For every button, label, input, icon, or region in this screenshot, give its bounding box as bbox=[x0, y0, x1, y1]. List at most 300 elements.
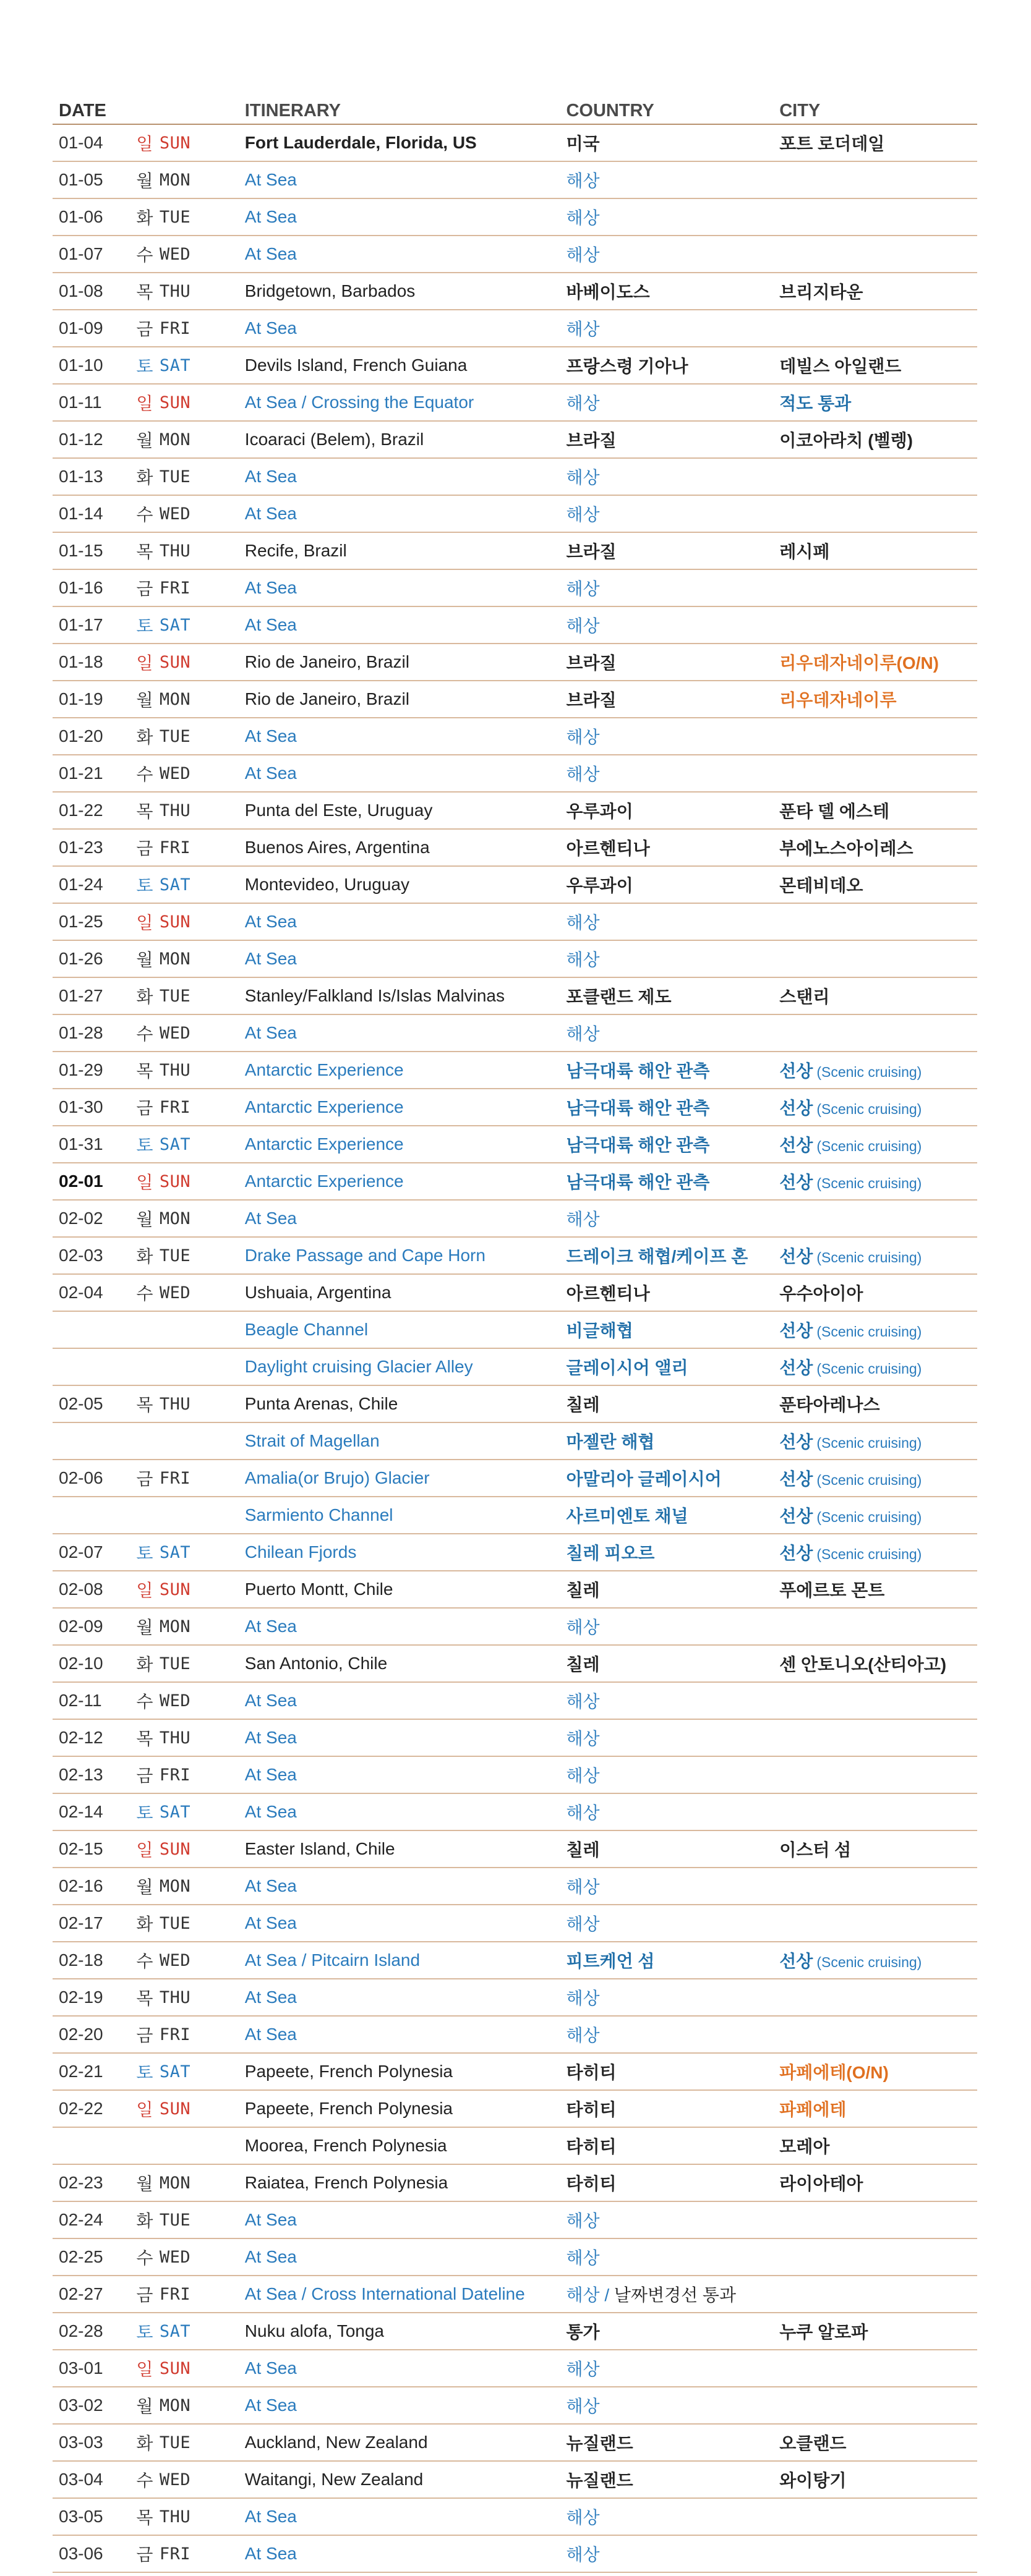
cell-day-kr: 목 bbox=[136, 1061, 153, 1081]
cell-day-kr: 금 bbox=[136, 839, 153, 858]
city-name: 누쿠 알로파 bbox=[779, 2323, 868, 2342]
cell-itinerary: Sarmiento Channel bbox=[244, 1505, 393, 1524]
cell-itinerary: Ushuaia, Argentina bbox=[244, 1283, 391, 1302]
cell-country: 브라질 bbox=[566, 653, 617, 673]
city-name: 오클랜드 bbox=[779, 2434, 847, 2453]
cell-day-kr: 목 bbox=[136, 283, 153, 302]
table-row bbox=[53, 793, 977, 830]
cell-day-kr: 수 bbox=[136, 2248, 153, 2268]
cell-country: 해상 bbox=[566, 616, 600, 635]
city-name: 선상 bbox=[779, 1173, 813, 1192]
cell-country: 해상 bbox=[566, 468, 600, 487]
table-row bbox=[53, 1312, 977, 1349]
cell-day-en: WED bbox=[159, 2470, 191, 2489]
cell-day-kr: 화 bbox=[136, 987, 153, 1006]
cell-country: 뉴질랜드 bbox=[566, 2471, 633, 2490]
cell-day-en: MON bbox=[159, 689, 191, 709]
city-name: 선상 bbox=[779, 1358, 813, 1377]
cell-country: 해상 bbox=[566, 913, 600, 932]
cell-date: 01-10 bbox=[59, 355, 103, 375]
cell-itinerary: At Sea bbox=[244, 726, 297, 746]
cell-city bbox=[779, 390, 977, 415]
city-name: 선상 bbox=[779, 1247, 813, 1266]
cell-day-en: SAT bbox=[159, 1802, 191, 1822]
cell-itinerary: At Sea bbox=[244, 1728, 297, 1747]
cell-date: 02-06 bbox=[59, 1468, 103, 1487]
cell-date: 02-18 bbox=[59, 1950, 103, 1970]
cell-date: 03-02 bbox=[59, 2395, 103, 2415]
cell-day-en: TUE bbox=[159, 1654, 191, 1673]
cell-country: 남극대륙 해안 관측 bbox=[566, 1061, 710, 1081]
cell-itinerary: Punta Arenas, Chile bbox=[244, 1394, 398, 1413]
cell-itinerary: At Sea bbox=[244, 2507, 297, 2526]
table-row bbox=[53, 1238, 977, 1275]
cell-day-en: TUE bbox=[159, 2210, 191, 2230]
table-row bbox=[53, 867, 977, 904]
cell-country: 해상 bbox=[566, 765, 600, 784]
city-name: 라이아테아 bbox=[779, 2174, 863, 2193]
cell-date: 03-06 bbox=[59, 2544, 103, 2563]
cell-country: 해상 bbox=[566, 1915, 600, 1934]
city-name: 센 안토니오(산티아고) bbox=[779, 1655, 947, 1674]
country-part-b: 날짜변경선 통과 bbox=[614, 2285, 737, 2305]
cell-day-en: WED bbox=[159, 1950, 191, 1970]
cell-country: 아르헨티나 bbox=[566, 1284, 650, 1303]
cell-date: 01-11 bbox=[59, 393, 102, 412]
city-note: (Scenic cruising) bbox=[816, 1509, 922, 1525]
cell-itinerary: At Sea bbox=[244, 1691, 297, 1710]
table-row bbox=[53, 1831, 977, 1868]
cell-city bbox=[779, 538, 977, 563]
cell-day-kr: 월 bbox=[136, 431, 153, 450]
cell-itinerary: Auckland, New Zealand bbox=[244, 2433, 428, 2452]
cell-itinerary: At Sea / Crossing the Equator bbox=[244, 393, 474, 412]
cell-day-kr: 금 bbox=[136, 579, 153, 598]
city-note: (Scenic cruising) bbox=[816, 1138, 922, 1154]
table-row bbox=[53, 1571, 977, 1609]
cell-country: 해상 bbox=[566, 2397, 600, 2416]
cell-country: 해상 bbox=[566, 2211, 600, 2230]
city-name: 파페에테 bbox=[779, 2100, 847, 2119]
table-header bbox=[53, 87, 977, 125]
table-row bbox=[53, 533, 977, 570]
cell-day-kr: 토 bbox=[136, 2323, 153, 2342]
city-name: 선상 bbox=[779, 1469, 813, 1489]
cell-itinerary: Icoaraci (Belem), Brazil bbox=[244, 430, 424, 449]
header-itinerary: ITINERARY bbox=[244, 101, 341, 121]
cell-country: 해상 bbox=[566, 1692, 600, 1711]
table-row bbox=[53, 755, 977, 793]
cell-day-kr: 수 bbox=[136, 1024, 153, 1044]
cell-country: 남극대륙 해안 관측 bbox=[566, 1173, 710, 1192]
cell-city bbox=[779, 130, 977, 155]
city-name: 스탠리 bbox=[779, 987, 830, 1006]
cell-date: 02-19 bbox=[59, 1987, 103, 2007]
cell-date: 02-27 bbox=[59, 2284, 103, 2303]
table-row bbox=[53, 1609, 977, 1646]
cell-day-kr: 화 bbox=[136, 2211, 153, 2230]
cell-day-kr: 수 bbox=[136, 505, 153, 524]
city-name: 선상 bbox=[779, 1432, 813, 1452]
cell-day-en: FRI bbox=[159, 578, 191, 598]
cell-day-kr: 월 bbox=[136, 1618, 153, 1637]
cell-day-en: THU bbox=[159, 2507, 191, 2527]
table-row bbox=[53, 1423, 977, 1460]
cell-itinerary: At Sea / Cross International Dateline bbox=[244, 2284, 525, 2303]
cell-itinerary: At Sea bbox=[244, 170, 297, 189]
cell-itinerary: At Sea bbox=[244, 467, 297, 486]
cell-itinerary: Chilean Fjords bbox=[244, 1542, 357, 1562]
city-note: (Scenic cruising) bbox=[816, 1472, 922, 1488]
table-row bbox=[53, 941, 977, 978]
table-row bbox=[53, 2350, 977, 2387]
city-note: (Scenic cruising) bbox=[816, 1546, 922, 1562]
city-name: 선상 bbox=[779, 1952, 813, 1971]
cell-date: 03-01 bbox=[59, 2358, 103, 2378]
table-row bbox=[53, 1534, 977, 1571]
cell-day-kr: 금 bbox=[136, 1099, 153, 1118]
cell-date: 01-24 bbox=[59, 875, 103, 894]
cell-city bbox=[779, 1243, 977, 1268]
cell-country: 우루과이 bbox=[566, 802, 633, 821]
cell-date: 01-06 bbox=[59, 207, 103, 226]
cell-itinerary: Raiatea, French Polynesia bbox=[244, 2173, 448, 2192]
cell-country: 타히티 bbox=[566, 2063, 617, 2082]
table-row bbox=[53, 2202, 977, 2239]
cell-date: 02-09 bbox=[59, 1617, 103, 1636]
cell-city bbox=[779, 835, 977, 860]
cell-country: 해상 bbox=[566, 320, 600, 339]
cell-day-en: SUN bbox=[159, 2099, 191, 2119]
cell-itinerary: Nuku alofa, Tonga bbox=[244, 2321, 384, 2340]
cell-day-kr: 월 bbox=[136, 2174, 153, 2193]
cell-date: 01-29 bbox=[59, 1060, 103, 1079]
cell-itinerary: At Sea bbox=[244, 578, 297, 597]
city-name: 리우데자네이루 bbox=[779, 691, 897, 710]
cell-itinerary: Papeete, French Polynesia bbox=[244, 2099, 453, 2118]
cell-date: 01-22 bbox=[59, 801, 103, 820]
cell-day-en: WED bbox=[159, 244, 191, 264]
city-name: 선상 bbox=[779, 1136, 813, 1155]
cell-day-kr: 월 bbox=[136, 171, 153, 190]
cell-country: 해상 bbox=[566, 950, 600, 969]
city-name: 푸에르토 몬트 bbox=[779, 1581, 885, 1600]
cell-date: 02-12 bbox=[59, 1728, 103, 1747]
cell-country: 칠레 bbox=[566, 1840, 600, 1860]
table-row bbox=[53, 904, 977, 941]
cell-day-kr: 일 bbox=[136, 1173, 153, 1192]
cell-date: 02-07 bbox=[59, 1542, 103, 1562]
cell-day-en: TUE bbox=[159, 467, 191, 487]
cell-date: 01-12 bbox=[59, 430, 103, 449]
cell-day-kr: 일 bbox=[136, 2360, 153, 2379]
city-name: 이코아라치 (벨렝) bbox=[779, 431, 913, 450]
cell-day-kr: 목 bbox=[136, 802, 153, 821]
cell-itinerary: At Sea bbox=[244, 615, 297, 634]
cell-date: 02-25 bbox=[59, 2247, 103, 2266]
cell-country: 해상 bbox=[566, 245, 600, 265]
cell-day-en: MON bbox=[159, 2395, 191, 2415]
cell-itinerary: At Sea bbox=[244, 1802, 297, 1821]
table-row bbox=[53, 644, 977, 681]
cell-country: 마젤란 해협 bbox=[566, 1432, 655, 1452]
cell-city bbox=[779, 1392, 977, 1416]
cell-itinerary: Punta del Este, Uruguay bbox=[244, 801, 433, 820]
cell-itinerary: At Sea bbox=[244, 763, 297, 783]
cell-day-en: THU bbox=[159, 1728, 191, 1748]
cell-day-en: THU bbox=[159, 1060, 191, 1080]
cell-itinerary: At Sea bbox=[244, 1913, 297, 1932]
cell-country: 프랑스령 기아나 bbox=[566, 357, 688, 376]
cell-date: 01-14 bbox=[59, 504, 103, 523]
cell-country: 해상 bbox=[566, 2248, 600, 2268]
cell-day-en: SUN bbox=[159, 1579, 191, 1599]
cell-itinerary: Amalia(or Brujo) Glacier bbox=[244, 1468, 430, 1487]
cell-city bbox=[779, 1948, 977, 1973]
cell-day-en: FRI bbox=[159, 318, 191, 338]
cell-date: 01-08 bbox=[59, 281, 103, 300]
cell-date: 02-11 bbox=[59, 1691, 102, 1710]
cell-itinerary: At Sea bbox=[244, 1023, 297, 1042]
cell-date: 02-04 bbox=[59, 1283, 103, 1302]
cell-country: 미국 bbox=[566, 134, 600, 153]
cell-itinerary: Antarctic Experience bbox=[244, 1060, 404, 1079]
cell-country: 해상 bbox=[566, 1618, 600, 1637]
cell-country: 비글해협 bbox=[566, 1321, 633, 1340]
cell-day-kr: 일 bbox=[136, 913, 153, 932]
table-row bbox=[53, 1015, 977, 1052]
table-row bbox=[53, 830, 977, 867]
cell-itinerary: At Sea bbox=[244, 2544, 297, 2563]
cell-day-en: WED bbox=[159, 2247, 191, 2267]
cell-day-en: FRI bbox=[159, 2544, 191, 2564]
cell-itinerary: At Sea bbox=[244, 1987, 297, 2007]
cell-country: 해상 bbox=[566, 2026, 600, 2045]
cell-date: 01-07 bbox=[59, 244, 103, 263]
cell-city bbox=[779, 1540, 977, 1565]
cell-date: 01-18 bbox=[59, 652, 103, 671]
cell-date: 01-20 bbox=[59, 726, 103, 746]
cell-itinerary: Recife, Brazil bbox=[244, 541, 347, 560]
cell-date: 01-30 bbox=[59, 1097, 103, 1116]
cell-day-kr: 일 bbox=[136, 653, 153, 673]
table-row bbox=[53, 422, 977, 459]
cell-day-kr: 화 bbox=[136, 1655, 153, 1674]
cell-country: 아르헨티나 bbox=[566, 839, 650, 858]
cell-day-en: TUE bbox=[159, 1913, 191, 1933]
cell-city bbox=[779, 650, 977, 674]
table-row bbox=[53, 496, 977, 533]
cell-itinerary: At Sea bbox=[244, 244, 297, 263]
cell-day-kr: 금 bbox=[136, 320, 153, 339]
cell-day-en: TUE bbox=[159, 726, 191, 746]
cell-country: 남극대륙 해안 관측 bbox=[566, 1099, 710, 1118]
city-name: 파페에테(O/N) bbox=[779, 2063, 889, 2082]
cell-country: 해상 bbox=[566, 1766, 600, 1785]
cell-country: 글레이시어 앨리 bbox=[566, 1358, 688, 1377]
table-row bbox=[53, 2017, 977, 2054]
cell-date: 01-31 bbox=[59, 1134, 103, 1154]
cell-date: 01-05 bbox=[59, 170, 103, 189]
cell-city bbox=[779, 1058, 977, 1082]
cell-country: 해상 bbox=[566, 1877, 600, 1897]
cell-country: 해상 bbox=[566, 1803, 600, 1822]
cell-country: 해상 bbox=[566, 1729, 600, 1748]
cell-country: 사르미엔토 채널 bbox=[566, 1507, 688, 1526]
cell-city bbox=[779, 1503, 977, 1528]
table-row bbox=[53, 1683, 977, 1720]
cell-itinerary: At Sea bbox=[244, 1765, 297, 1784]
cell-itinerary: Buenos Aires, Argentina bbox=[244, 838, 430, 857]
cell-itinerary: Antarctic Experience bbox=[244, 1134, 404, 1154]
cell-date: 03-04 bbox=[59, 2470, 103, 2489]
cell-day-kr: 수 bbox=[136, 245, 153, 265]
cell-date: 01-19 bbox=[59, 689, 103, 708]
cell-city bbox=[779, 687, 977, 712]
cell-itinerary: Antarctic Experience bbox=[244, 1171, 404, 1191]
cell-date: 02-22 bbox=[59, 2099, 103, 2118]
cell-itinerary: Moorea, French Polynesia bbox=[244, 2136, 447, 2155]
cell-date: 02-03 bbox=[59, 1246, 103, 1265]
cell-day-kr: 수 bbox=[136, 1952, 153, 1971]
cell-city bbox=[779, 427, 977, 452]
cell-day-kr: 금 bbox=[136, 1766, 153, 1785]
table-row bbox=[53, 1979, 977, 2017]
country-part-a: 해상 / bbox=[566, 2285, 614, 2305]
cell-itinerary: Drake Passage and Cape Horn bbox=[244, 1246, 486, 1265]
table-row bbox=[53, 2387, 977, 2425]
table-row bbox=[53, 162, 977, 199]
cell-city bbox=[779, 1095, 977, 1120]
cell-day-kr: 화 bbox=[136, 2434, 153, 2453]
cell-itinerary: Beagle Channel bbox=[244, 1320, 369, 1339]
table-row bbox=[53, 681, 977, 718]
cell-country: 타히티 bbox=[566, 2100, 617, 2119]
cell-itinerary: Daylight cruising Glacier Alley bbox=[244, 1357, 473, 1376]
cell-date: 02-01 bbox=[59, 1171, 103, 1191]
cell-day-kr: 목 bbox=[136, 542, 153, 561]
cell-country: 해상 bbox=[566, 2545, 600, 2564]
cell-country: 칠레 피오르 bbox=[566, 1544, 655, 1563]
city-name: 리우데자네이루(O/N) bbox=[779, 653, 939, 673]
cell-city bbox=[779, 1317, 977, 1342]
cell-itinerary: Puerto Montt, Chile bbox=[244, 1579, 393, 1599]
city-note: (Scenic cruising) bbox=[816, 1324, 922, 1340]
cell-day-kr: 월 bbox=[136, 2397, 153, 2416]
cell-date: 01-16 bbox=[59, 578, 103, 597]
cell-day-kr: 일 bbox=[136, 394, 153, 413]
city-name: 브리지타운 bbox=[779, 283, 863, 302]
cell-day-en: SUN bbox=[159, 2358, 191, 2378]
cell-day-en: TUE bbox=[159, 1246, 191, 1265]
cell-day-kr: 일 bbox=[136, 134, 153, 153]
cell-country: 해상 bbox=[566, 1210, 600, 1229]
table-row bbox=[53, 1386, 977, 1423]
cell-day-en: WED bbox=[159, 763, 191, 783]
city-name: 데빌스 아일랜드 bbox=[779, 357, 902, 376]
cell-date: 02-23 bbox=[59, 2173, 103, 2192]
cell-itinerary: At Sea bbox=[244, 2247, 297, 2266]
cell-day-kr: 화 bbox=[136, 468, 153, 487]
city-name: 선상 bbox=[779, 1544, 813, 1563]
cell-day-en: FRI bbox=[159, 1468, 191, 1488]
cell-day-en: MON bbox=[159, 1209, 191, 1228]
cell-itinerary: Antarctic Experience bbox=[244, 1097, 404, 1116]
table-row bbox=[53, 1052, 977, 1089]
cell-day-en: WED bbox=[159, 504, 191, 524]
cell-country: 통가 bbox=[566, 2323, 600, 2342]
cell-day-kr: 토 bbox=[136, 357, 153, 376]
cell-itinerary: At Sea bbox=[244, 912, 297, 931]
cell-city bbox=[779, 2059, 977, 2084]
cell-city bbox=[779, 2133, 977, 2158]
table-row bbox=[53, 978, 977, 1015]
city-name: 푼타아레나스 bbox=[779, 1395, 880, 1414]
cell-city bbox=[779, 1577, 977, 1602]
cell-day-en: TUE bbox=[159, 986, 191, 1006]
table-row bbox=[53, 2499, 977, 2536]
city-name: 모레아 bbox=[779, 2137, 830, 2156]
table-row bbox=[53, 273, 977, 310]
cell-itinerary: Papeete, French Polynesia bbox=[244, 2062, 453, 2081]
table-row bbox=[53, 385, 977, 422]
table-row bbox=[53, 1905, 977, 1942]
cell-day-en: TUE bbox=[159, 2433, 191, 2452]
cell-city bbox=[779, 279, 977, 304]
cell-day-en: MON bbox=[159, 1617, 191, 1636]
cell-date: 02-13 bbox=[59, 1765, 103, 1784]
cell-date: 02-17 bbox=[59, 1913, 103, 1932]
cell-itinerary: At Sea bbox=[244, 504, 297, 523]
table-row bbox=[53, 125, 977, 162]
cell-country: 칠레 bbox=[566, 1581, 600, 1600]
table-row bbox=[53, 1497, 977, 1534]
cell-day-en: SAT bbox=[159, 2321, 191, 2341]
cell-day-kr: 금 bbox=[136, 2285, 153, 2305]
cell-country: 해상 bbox=[566, 2360, 600, 2379]
cell-country: 해상 bbox=[566, 208, 600, 227]
cell-day-kr: 토 bbox=[136, 1803, 153, 1822]
city-note: (Scenic cruising) bbox=[816, 1435, 922, 1451]
cell-date: 02-28 bbox=[59, 2321, 103, 2340]
table-row bbox=[53, 2128, 977, 2165]
cell-day-kr: 목 bbox=[136, 2508, 153, 2527]
city-note: (Scenic cruising) bbox=[816, 1954, 922, 1970]
table-row bbox=[53, 2462, 977, 2499]
cell-country: 브라질 bbox=[566, 431, 617, 450]
cell-date: 01-23 bbox=[59, 838, 103, 857]
cell-itinerary: Devils Island, French Guiana bbox=[244, 355, 468, 375]
cell-itinerary: Rio de Janeiro, Brazil bbox=[244, 652, 409, 671]
cell-country: 해상 bbox=[566, 2508, 600, 2527]
table-row bbox=[53, 607, 977, 644]
cell-country: 피트케언 섬 bbox=[566, 1952, 655, 1971]
cell-day-kr: 화 bbox=[136, 208, 153, 227]
cell-country: 해상 bbox=[566, 1024, 600, 1044]
cell-day-kr: 월 bbox=[136, 691, 153, 710]
table-row bbox=[53, 2165, 977, 2202]
cell-day-en: SAT bbox=[159, 1134, 191, 1154]
cell-date: 01-15 bbox=[59, 541, 103, 560]
table-row bbox=[53, 459, 977, 496]
cell-itinerary: At Sea bbox=[244, 207, 297, 226]
cell-country: 아말리아 글레이시어 bbox=[566, 1469, 722, 1489]
cell-date: 02-08 bbox=[59, 1579, 103, 1599]
city-name: 선상 bbox=[779, 1507, 813, 1526]
table-row bbox=[53, 1201, 977, 1238]
cell-country: 바베이도스 bbox=[566, 283, 650, 302]
cell-itinerary: At Sea bbox=[244, 318, 297, 338]
